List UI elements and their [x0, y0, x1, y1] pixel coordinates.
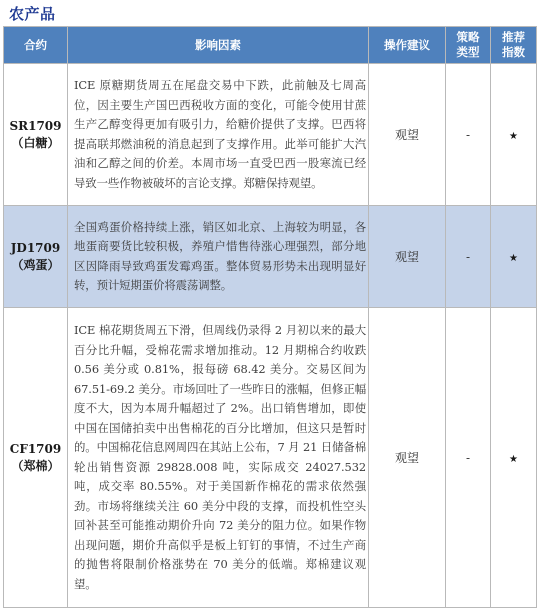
- contract-name: （郑棉）: [11, 458, 60, 473]
- header-recommend-index: 推荐 指数: [491, 27, 537, 64]
- header-row: [4, 27, 537, 64]
- recommend-index-cell: [491, 206, 537, 308]
- table-row: [4, 206, 537, 308]
- star-icon: ★: [509, 252, 518, 264]
- impact-text: ICE 原糖期货周五在尾盘交易中下跌，此前触及七周高位，因主要生产国巴西税收方面的变化，可能令使用甘蔗生产乙醇变得更加有吸引力，给糖价提供了支撑。巴西将提高联邦燃油税的消息起到了支撑作用。此举可能扩大汽油和乙醇之间的价差。本周市场一直受巴西一股寒流已经导致一些作物被破坏的言论支撑。郑糖保持观望。: [68, 64, 369, 206]
- table-row: [4, 64, 537, 206]
- header-contract: 合约: [4, 27, 68, 64]
- strategy-type-cell: -: [446, 308, 491, 608]
- contract-code: JD1709: [10, 240, 61, 255]
- contract-name: （白糖）: [11, 135, 60, 150]
- recommend-index-cell: [491, 308, 537, 608]
- advice-cell: 观望: [369, 206, 446, 308]
- strategy-type-cell: -: [446, 206, 491, 308]
- contract-cell: [4, 206, 68, 308]
- recommend-index-cell: [491, 64, 537, 206]
- contract-cell: [4, 64, 68, 206]
- contract-name: （鸡蛋）: [11, 257, 60, 272]
- advice-cell: 观望: [369, 64, 446, 206]
- strategy-type-cell: -: [446, 64, 491, 206]
- star-icon: ★: [509, 453, 518, 465]
- contract-cell: [4, 308, 68, 608]
- agri-table: [3, 26, 537, 608]
- star-icon: ★: [509, 130, 518, 142]
- contract-code: CF1709: [9, 441, 62, 456]
- header-advice: 操作建议: [369, 27, 446, 64]
- impact-text: 全国鸡蛋价格持续上涨，销区如北京、上海较为明显，各地蛋商要货比较积极，养殖户惜售待涨心理强烈，部分地区因降雨导致鸡蛋发霉鸡蛋。整体贸易形势未出现明显好转，预计短期蛋价将震荡调整。: [68, 206, 369, 308]
- header-impact: 影响因素: [68, 27, 369, 64]
- contract-code: SR1709: [9, 118, 62, 133]
- header-strategy-type: 策略 类型: [446, 27, 491, 64]
- table-row: [4, 308, 537, 608]
- section-title: 农产品: [9, 5, 56, 23]
- advice-cell: 观望: [369, 308, 446, 608]
- impact-text: ICE 棉花期货周五下滑，但周线仍录得 2 月初以来的最大百分比升幅，受棉花需求增加推动。12 月期棉合约收跌 0.56 美分或 0.81%，报每磅 68.42 美分。交易区间为 67.51-69.2 美分。市场回吐了一些昨日的涨幅，但修正幅度不大，因为本周升幅超过了 2%。出口销售增加，即使中国在国储拍卖中出售棉花的百分比增加，但这只是暂时的。中国棉花信息网周四在其站上公布，7 月 21 日储备棉轮出销售资源 29828.008 吨，实际成交 24027.532 吨，成交率 80.55%。对于美国新作棉花的需求依然强劲。市场将继续关注 60 美分中段的支撑，而投机性空头回补甚至可能推动期价升向 72 美分的阻力位。如果作物出现问题，期价升高似乎是板上钉钉的事情，不过生产商的抛售将限制价格涨势在 70 美分的低端。郑棉建议观望。: [68, 308, 369, 608]
